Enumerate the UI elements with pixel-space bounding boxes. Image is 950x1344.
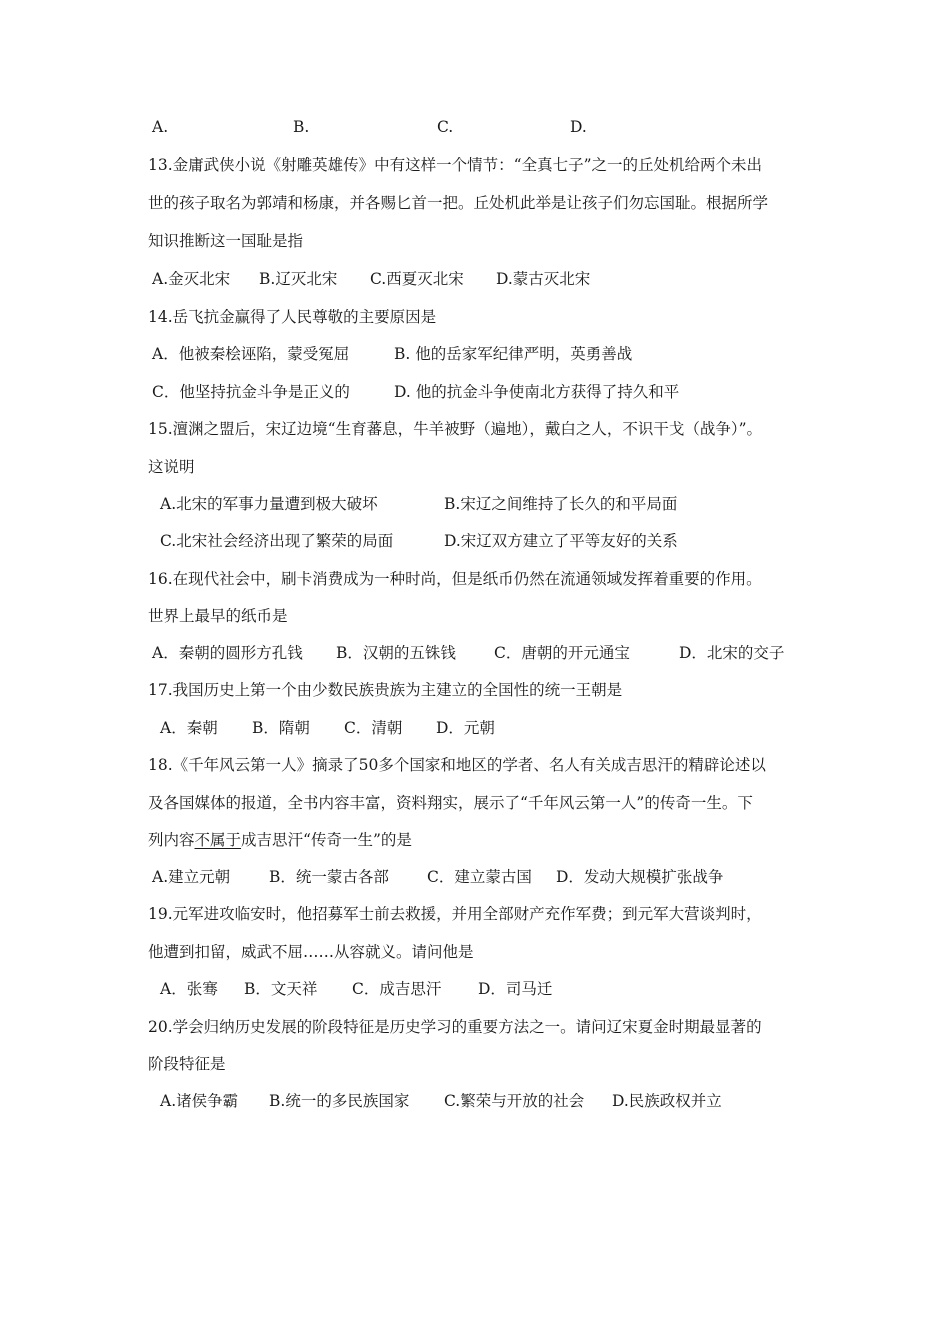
question-14-option-c: C．他坚持抗金斗争是正义的 <box>152 383 350 401</box>
question-18-line-2: 及各国媒体的报道，全书内容丰富，资料翔实，展示了“千年风云第一人”的传奇一生。下 <box>148 794 753 812</box>
question-19-option-d: D．司马迁 <box>478 980 553 998</box>
question-18-line-3-prefix: 列内容 <box>148 831 195 849</box>
question-13-option-b: B.辽灭北宋 <box>259 270 338 288</box>
question-13-option-d: D.蒙古灭北宋 <box>496 270 591 288</box>
question-13-option-c: C.西夏灭北宋 <box>370 270 464 288</box>
question-15-option-c: C.北宋社会经济出现了繁荣的局面 <box>160 532 394 550</box>
question-16-option-c: C．唐朝的开元通宝 <box>494 644 630 662</box>
question-16-line-2: 世界上最早的纸币是 <box>148 607 288 625</box>
question-19-line-2: 他遭到扣留，威武不屈……从容就义。请问他是 <box>148 943 474 961</box>
question-18-line-3 <box>148 830 412 850</box>
question-17-option-c: C．清朝 <box>344 719 403 737</box>
top-option-b: B. <box>293 118 310 136</box>
question-15-option-a: A.北宋的军事力量遭到极大破坏 <box>160 495 378 513</box>
question-19-option-a: A．张骞 <box>160 980 218 998</box>
top-option-d: D. <box>570 118 587 136</box>
question-18-option-c: C．建立蒙古国 <box>427 868 532 886</box>
question-18-option-d: D．发动大规模扩张战争 <box>556 868 724 886</box>
question-17-line-1: 17.我国历史上第一个由少数民族贵族为主建立的全国性的统一王朝是 <box>148 681 623 699</box>
question-15-option-d: D.宋辽双方建立了平等友好的关系 <box>444 532 678 550</box>
question-18-line-3-suffix: 成吉思汗“传奇一生”的是 <box>241 831 412 849</box>
question-15-line-1: 15.澶渊之盟后，宋辽边境“生育蕃息，牛羊被野（遍地），戴白之人，不识干戈（战争）”。 <box>148 420 763 438</box>
top-option-c: C. <box>437 118 454 136</box>
question-20-option-b: B.统一的多民族国家 <box>269 1092 410 1110</box>
question-18-line-1: 18.《千年风云第一人》摘录了50多个国家和地区的学者、名人有关成吉思汗的精辟论述以 <box>148 756 766 774</box>
question-18-option-b: B．统一蒙古各部 <box>269 868 389 886</box>
question-20-option-a: A.诸侯争霸 <box>160 1092 239 1110</box>
question-16-option-a: A．秦朝的圆形方孔钱 <box>152 644 303 662</box>
question-17-option-a: A．秦朝 <box>160 719 218 737</box>
question-14-option-b: B. 他的岳家军纪律严明，英勇善战 <box>394 345 633 363</box>
question-20-line-2: 阶段特征是 <box>148 1055 226 1073</box>
question-16-line-1: 16.在现代社会中，刷卡消费成为一种时尚，但是纸币仍然在流通领域发挥着重要的作用。 <box>148 570 762 588</box>
question-18-underlined-term: 不属于 <box>194 831 242 849</box>
question-15-option-b: B.宋辽之间维持了长久的和平局面 <box>444 495 678 513</box>
question-13-line-1: 13.金庸武侠小说《射雕英雄传》中有这样一个情节：“全真七子”之一的丘处机给两个未出 <box>148 156 763 174</box>
question-19-option-c: C．成吉思汗 <box>352 980 442 998</box>
question-13-option-a: A.金灭北宋 <box>152 270 231 288</box>
question-20-option-c: C.繁荣与开放的社会 <box>444 1092 585 1110</box>
question-16-option-d: D．北宋的交子 <box>679 644 785 662</box>
question-19-option-b: B．文天祥 <box>244 980 318 998</box>
question-14-option-a: A．他被秦桧诬陷，蒙受冤屈 <box>152 345 350 363</box>
question-19-line-1: 19.元军进攻临安时，他招募军士前去救援，并用全部财产充作军费；到元军大营谈判时， <box>148 905 762 923</box>
question-17-option-b: B．隋朝 <box>252 719 310 737</box>
question-14-line-1: 14.岳飞抗金赢得了人民尊敬的主要原因是 <box>148 308 437 326</box>
question-20-option-d: D.民族政权并立 <box>612 1092 722 1110</box>
question-18-option-a: A.建立元朝 <box>152 868 231 886</box>
question-13-line-3: 知识推断这一国耻是指 <box>148 232 304 250</box>
question-15-line-2: 这说明 <box>148 458 195 476</box>
question-14-option-d: D. 他的抗金斗争使南北方获得了持久和平 <box>394 383 680 401</box>
question-13-line-2: 世的孩子取名为郭靖和杨康，并各赐匕首一把。丘处机此举是让孩子们勿忘国耻。根据所学 <box>148 194 769 212</box>
top-option-a: A. <box>152 118 169 136</box>
question-20-line-1: 20.学会归纳历史发展的阶段特征是历史学习的重要方法之一。请问辽宋夏金时期最显著的 <box>148 1018 762 1036</box>
question-16-option-b: B．汉朝的五铢钱 <box>336 644 456 662</box>
question-17-option-d: D．元朝 <box>436 719 495 737</box>
